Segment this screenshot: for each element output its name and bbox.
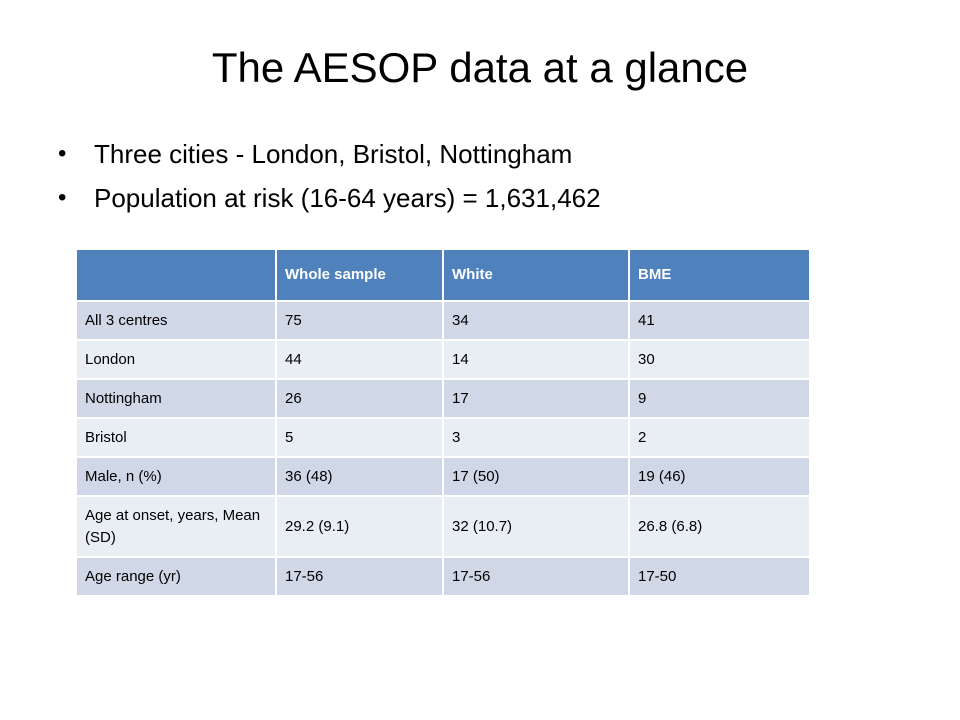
table-row: [76, 340, 810, 379]
table-cell: 41: [629, 301, 810, 340]
slide-title: The AESOP data at a glance: [211, 44, 749, 91]
header-cell: White: [443, 249, 629, 301]
table-row: [76, 301, 810, 340]
bullet-dot-icon: •: [58, 140, 67, 167]
row-label-cell: Age range (yr): [76, 557, 276, 596]
data-table: [75, 248, 811, 597]
table-cell: 34: [443, 301, 629, 340]
table-row: [76, 457, 810, 496]
table-row: [76, 379, 810, 418]
table-cell: 2: [629, 418, 810, 457]
table-cell: 32 (10.7): [443, 496, 629, 557]
table-cell: 17-56: [276, 557, 443, 596]
bullet-dot-icon: •: [58, 184, 67, 211]
table-cell: 26: [276, 379, 443, 418]
table-row: [76, 418, 810, 457]
header-cell: [76, 249, 276, 301]
bullet-item: [58, 176, 601, 220]
bullet-list: [58, 132, 601, 220]
header-cell: BME: [629, 249, 810, 301]
row-label-cell: Age at onset, years, Mean (SD): [76, 496, 276, 557]
table-cell: 14: [443, 340, 629, 379]
row-label-cell: All 3 centres: [76, 301, 276, 340]
table-header-row: [76, 249, 810, 301]
table-cell: 17-56: [443, 557, 629, 596]
table-cell: 30: [629, 340, 810, 379]
bullet-text: Three cities - London, Bristol, Nottingham: [94, 139, 573, 169]
table-cell: 26.8 (6.8): [629, 496, 810, 557]
table-cell: 9: [629, 379, 810, 418]
row-label-cell: Nottingham: [76, 379, 276, 418]
table-cell: 17 (50): [443, 457, 629, 496]
table-cell: 5: [276, 418, 443, 457]
row-label-cell: London: [76, 340, 276, 379]
row-label-cell: Male, n (%): [76, 457, 276, 496]
table-cell: 36 (48): [276, 457, 443, 496]
table-cell: 19 (46): [629, 457, 810, 496]
table-cell: 17-50: [629, 557, 810, 596]
table-cell: 75: [276, 301, 443, 340]
table-cell: 44: [276, 340, 443, 379]
bullet-item: [58, 132, 601, 176]
row-label-cell: Bristol: [76, 418, 276, 457]
table-row: [76, 496, 810, 557]
header-cell: Whole sample: [276, 249, 443, 301]
table-row: [76, 557, 810, 596]
table-cell: 17: [443, 379, 629, 418]
table-cell: 29.2 (9.1): [276, 496, 443, 557]
bullet-text: Population at risk (16-64 years) = 1,631,462: [94, 183, 601, 213]
table-cell: 3: [443, 418, 629, 457]
